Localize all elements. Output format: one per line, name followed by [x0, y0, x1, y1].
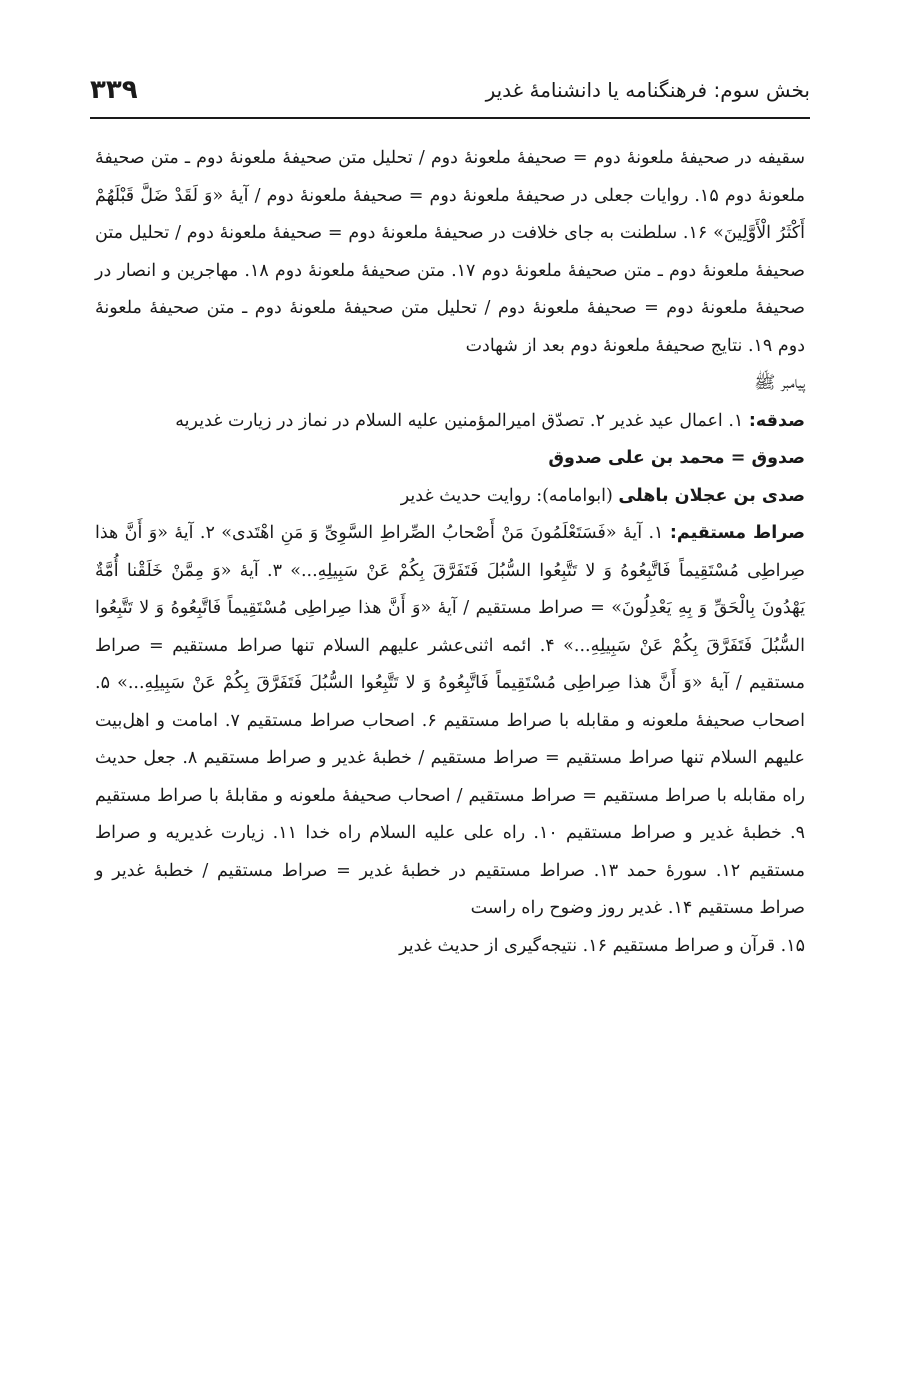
- entry-saduq: [95, 440, 805, 478]
- entry-last-text: ۱۵. قرآن و صراط مستقیم ۱۶. نتیجه‌گیری از حدیث غدیر: [399, 935, 805, 956]
- page-body: [95, 140, 805, 965]
- entry-term: صراط مستقیم:: [669, 523, 805, 543]
- entry-sadaqa: [95, 403, 805, 441]
- entry-sadi-bin-ajlan: [95, 478, 805, 516]
- continuation-paragraph: [95, 140, 805, 365]
- entry-term: صدی بن عجلان باهلی: [618, 485, 805, 506]
- continuation-last-text: پیامبر ﷺ: [754, 373, 805, 393]
- continuation-text: سقیفه در صحیفهٔ ملعونهٔ دوم = صحیفهٔ ملعونهٔ دوم / تحلیل متن صحیفهٔ ملعونهٔ دوم ـ متن صحیفهٔ ملعونهٔ دوم ۱۵. روایات جعلی در صحیفهٔ ملعونهٔ دوم = صحیفهٔ ملعونهٔ دوم / آیهٔ «وَ لَقَدْ ضَلَّ قَبْلَهُمْ أَكْثَرُ الْأَوَّلِینَ» ۱۶. سلطنت به جای خلافت در صحیفهٔ ملعونهٔ دوم = صحیفهٔ ملعونهٔ دوم / تحلیل متن صحیفهٔ ملعونهٔ دوم ـ متن صحیفهٔ ملعونهٔ دوم ۱۷. متن صحیفهٔ ملعونهٔ دوم ۱۸. مهاجرین و انصار در صحیفهٔ ملعونهٔ دوم = صحیفهٔ ملعونهٔ دوم / تحلیل متن صحیفهٔ ملعونهٔ دوم ـ متن صحیفهٔ ملعونهٔ دوم ۱۹. نتایج صحیفهٔ ملعونهٔ دوم بعد از شهادت: [95, 148, 805, 356]
- section-title: بخش سوم: فرهنگنامه یا دانشنامهٔ غدیر: [485, 78, 810, 102]
- entry-term: صدقه:: [748, 410, 805, 431]
- header-divider: [90, 117, 810, 119]
- page-number: ۳۳۹: [90, 75, 138, 105]
- entry-term: صدوق = محمد بن علی صدوق: [548, 448, 805, 468]
- continuation-last-line: [95, 365, 805, 403]
- entry-body: (ابوامامه): روایت حدیث غدیر: [400, 485, 619, 506]
- running-header: [90, 70, 810, 110]
- entry-sirat-mustaqim-last-line: [95, 928, 805, 966]
- entry-body: ۱. آیهٔ «فَسَتَعْلَمُونَ مَنْ أَصْحابُ الصِّراطِ السَّوِیِّ وَ مَنِ اهْتَدی» ۲. آیهٔ «وَ أَنَّ هذا صِراطِی مُسْتَقِیماً فَاتَّبِعُوهُ وَ لا تَتَّبِعُوا السُّبُلَ فَتَفَرَّقَ بِكُمْ عَنْ سَبِیلِهِ...» ۳. آیهٔ «وَ مِمَّنْ خَلَقْنا أُمَّةٌ یَهْدُونَ بِالْحَقِّ وَ بِهِ یَعْدِلُونَ» = صراط مستقیم / آیهٔ «وَ أَنَّ هذا صِراطِی مُسْتَقِیماً فَاتَّبِعُوهُ وَ لا تَتَّبِعُوا السُّبُلَ فَتَفَرَّقَ بِكُمْ عَنْ سَبِیلِهِ...» ۴. ائمه اثنی‌عشر علیهم السلام تنها صراط مستقیم = صراط مستقیم / آیهٔ «وَ أَنَّ هذا صِراطِی مُسْتَقِیماً فَاتَّبِعُوهُ وَ لا تَتَّبِعُوا السُّبُلَ فَتَفَرَّقَ بِكُمْ عَنْ سَبِیلِهِ...» ۵. اصحاب صحیفهٔ ملعونه و مقابله با صراط مستقیم ۶. اصحاب صراط مستقیم ۷. امامت و اهل‌بیت علیهم السلام تنها صراط مستقیم = صراط مستقیم / خطبهٔ غدیر و صراط مستقیم ۸. جعل حدیث راه مقابله با صراط مستقیم = صراط مستقیم / اصحاب صحیفهٔ ملعونه و مقابلهٔ با صراط مستقیم ۹. خطبهٔ غدیر و صراط مستقیم ۱۰. راه علی علیه السلام راه خدا ۱۱. زیارت غدیریه و صراط مستقیم ۱۲. سورهٔ حمد ۱۳. صراط مستقیم در خطبهٔ غدیر = صراط مستقیم / خطبهٔ غدیر و صراط مستقیم ۱۴. غدیر روز وضوح راه راست: [95, 523, 806, 918]
- entry-body: ۱. اعمال عید غدیر ۲. تصدّق امیرالمؤمنین علیه السلام در نماز در زیارت غدیریه: [175, 410, 749, 431]
- entry-sirat-mustaqim: [95, 515, 805, 928]
